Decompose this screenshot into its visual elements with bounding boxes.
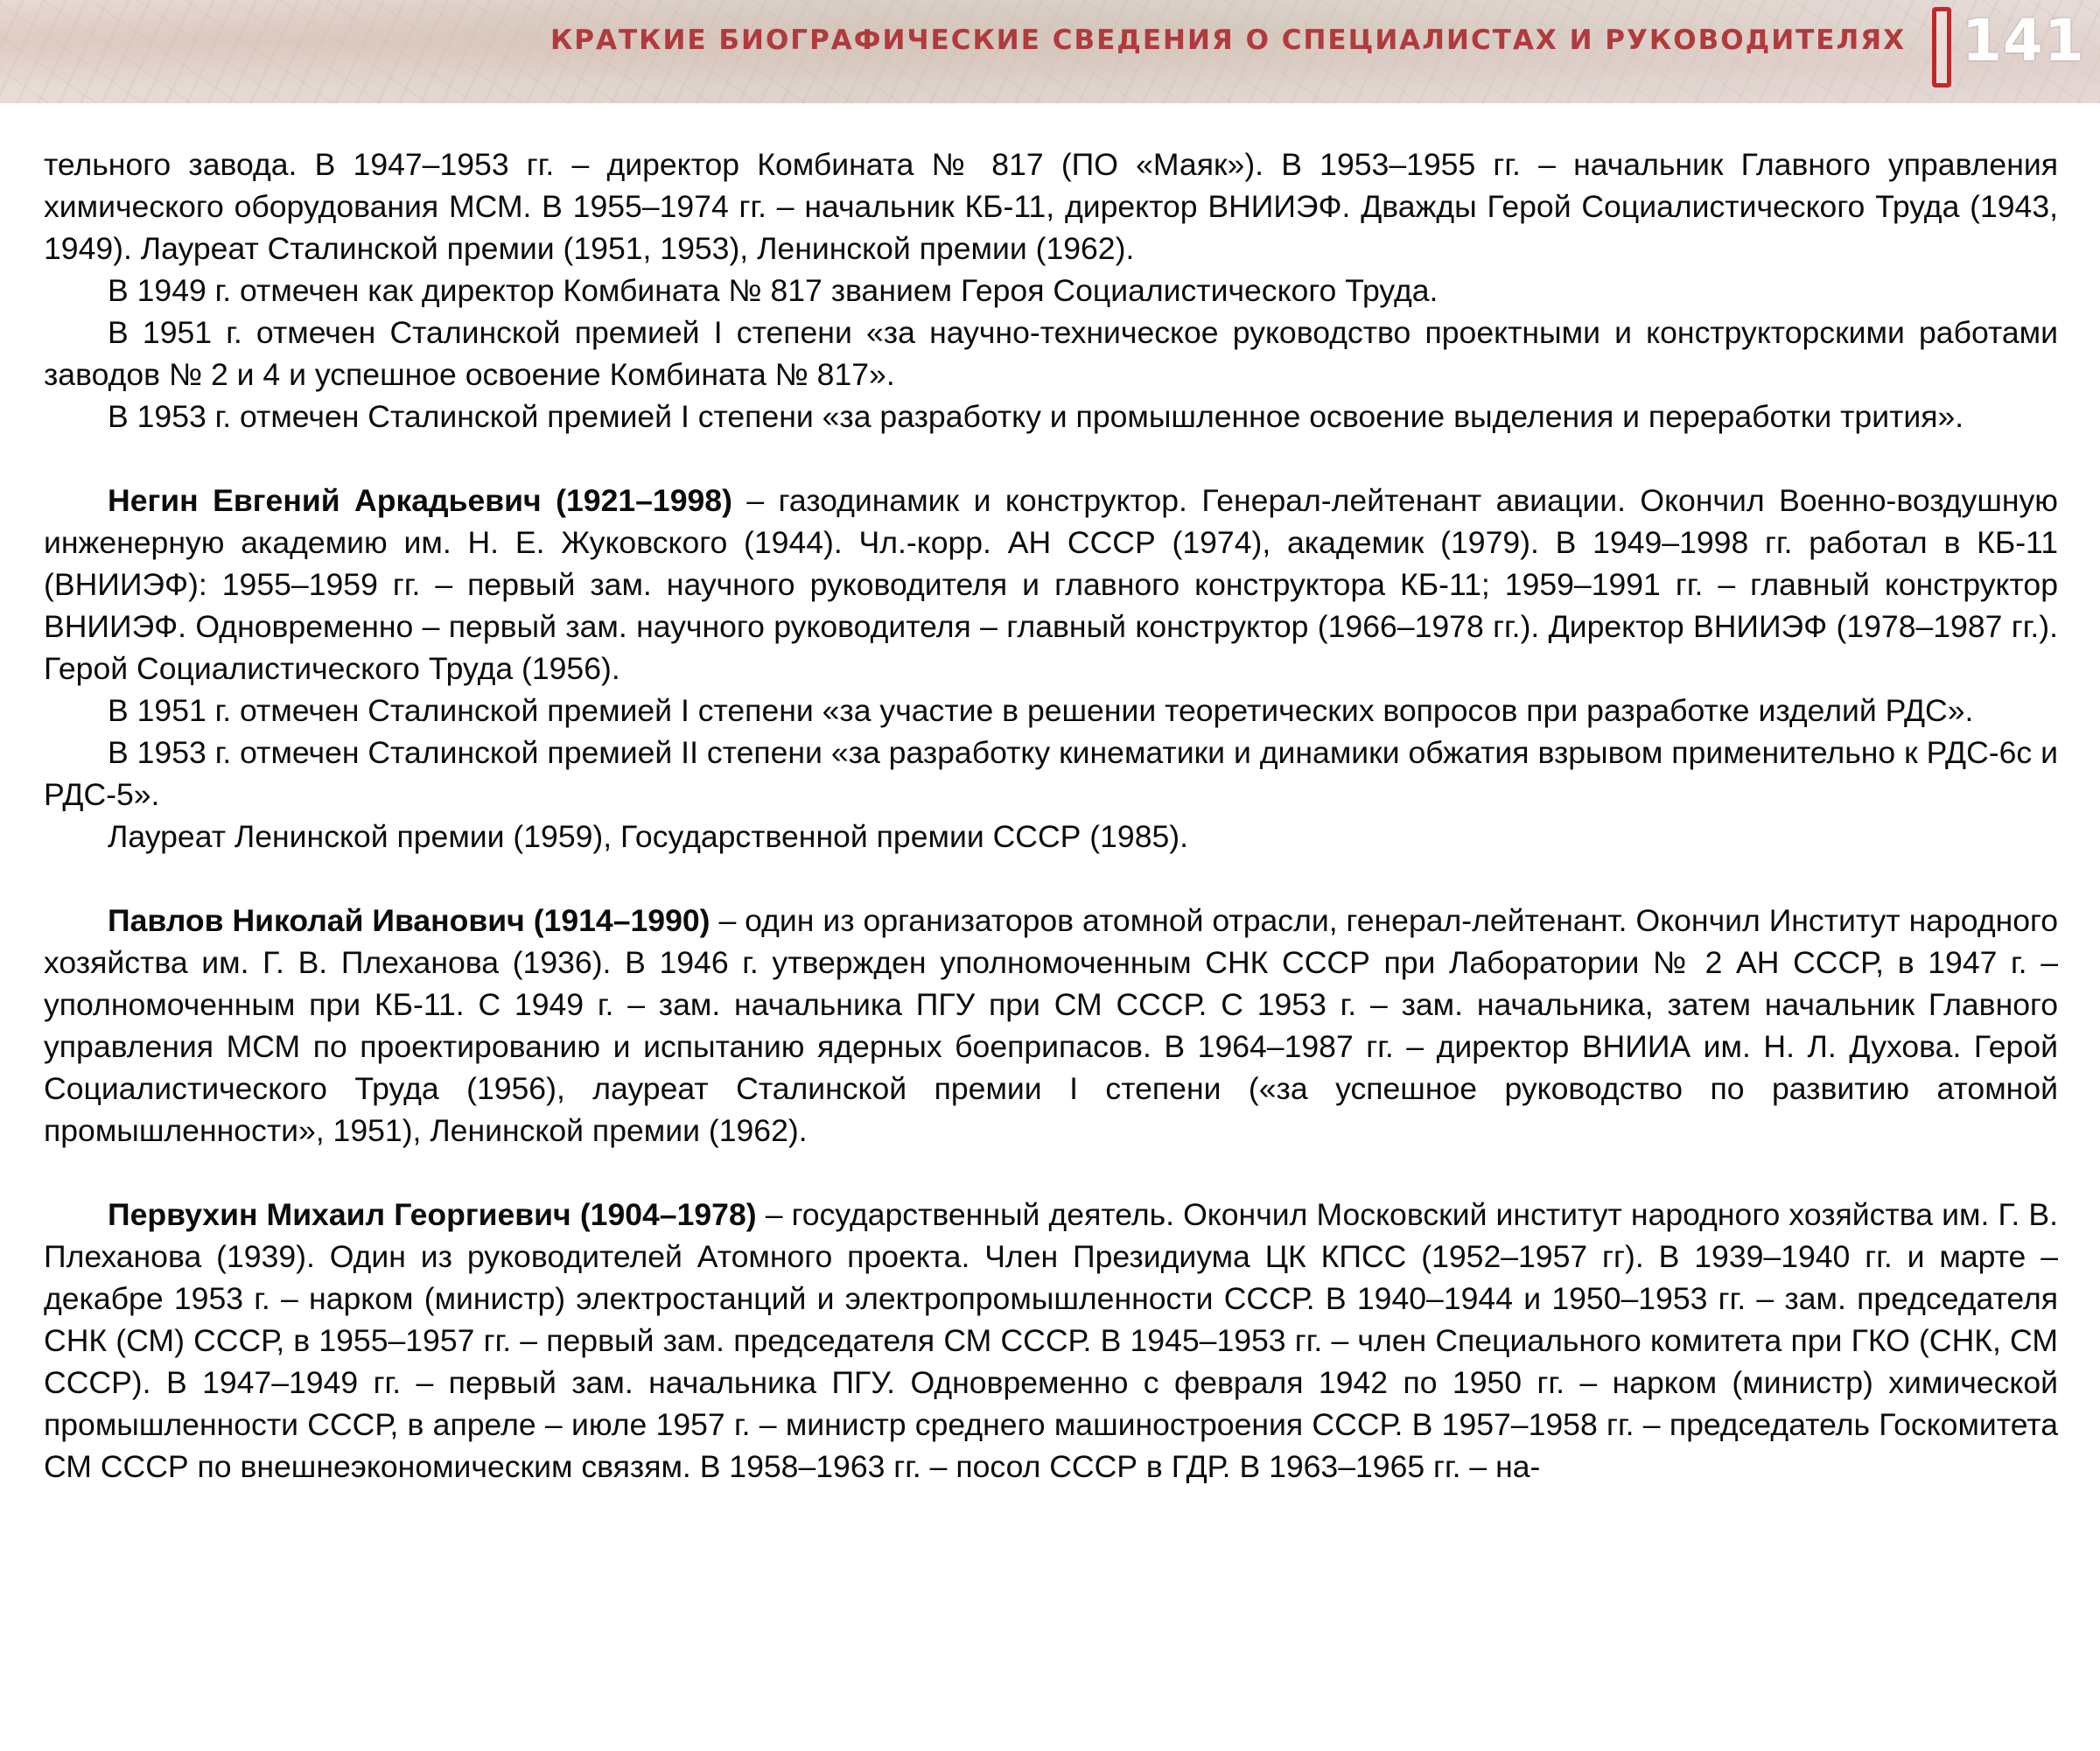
page-marker <box>1932 7 1951 88</box>
paragraph-negin-laureate: Лауреат Ленинской премии (1959), Государственной премии СССР (1985). <box>108 819 1189 854</box>
running-title: КРАТКИЕ БИОГРАФИЧЕСКИЕ СВЕДЕНИЯ О СПЕЦИАЛИСТАХ И РУКОВОДИТЕЛЯХ <box>550 25 1906 56</box>
paragraph-award-1953: В 1953 г. отмечен Сталинской премией I степени «за разработку и промышленное освоение выделения и переработки трития». <box>108 399 1964 434</box>
person-name: Павлов Николай Иванович (1914–1990) <box>108 903 710 938</box>
page-number: 141 <box>1962 7 2085 74</box>
paragraph-negin-award-1951: В 1951 г. отмечен Сталинской премией I степени «за участие в решении теоретических вопросов при разработке изделий РДС». <box>108 693 1974 728</box>
paragraph-award-1951: В 1951 г. отмечен Сталинской премией I степени «за научно-техническое руководство проектными и конструкторскими работами заводов № 2 и 4 и успешное освоение Комбината № 817». <box>44 315 2058 392</box>
page-header <box>0 0 2100 103</box>
body-text <box>44 144 2058 1488</box>
paragraph-award-1949: В 1949 г. отмечен как директор Комбината № 817 званием Героя Социалистического Труда. <box>108 273 1438 308</box>
bio-entry-pervukhin: Первухин Михаил Георгиевич (1904–1978) – государственный деятель. Окончил Московский институт народного хозяйства им. Г. В. Плеханова (1939). Один из руководителей Атомного проекта. Член Президиума ЦК КПСС (1952–1957 гг). В 1939–1940 гг. и марте – декабре 1953 г. – нарком (министр) электростанций и электропромышленности СССР. В 1940–1944 и 1950–1953 гг. – зам. председателя СНК (СМ) СССР, в 1955–1957 гг. – первый зам. председателя СМ СССР. В 1945–1953 гг. – член Специального комитета при ГКО (СНК, СМ СССР). В 1947–1949 гг. – первый зам. начальника ПГУ. Одновременно с февраля 1942 по 1950 гг. – нарком (министр) химической промышленности СССР, в апреле – июле 1957 г. – министр среднего машиностроения СССР. В 1957–1958 гг. – председатель Госкомитета СМ СССР по внешнеэкономическим связям. В 1958–1963 гг. – посол СССР в ГДР. В 1963–1965 гг. – на- <box>44 1197 2058 1484</box>
bio-entry-negin: Негин Евгений Аркадьевич (1921–1998) – газодинамик и конструктор. Генерал-лейтенант авиации. Окончил Военно-воздушную инженерную академию им. Н. Е. Жуковского (1944). Чл.-корр. АН СССР (1974), академик (1979). В 1949–1998 гг. работал в КБ-11 (ВНИИЭФ): 1955–1959 гг. – первый зам. научного руководителя и главного конструктора КБ-11; 1959–1991 гг. – главный конструктор ВНИИЭФ. Одновременно – первый зам. научного руководителя – главный конструктор (1966–1978 гг.). Директор ВНИИЭФ (1978–1987 гг.). Герой Социалистического Труда (1956). <box>44 483 2058 686</box>
bio-entry-pavlov: Павлов Николай Иванович (1914–1990) – один из организаторов атомной отрасли, генерал-лейтенант. Окончил Институт народного хозяйства им. Г. В. Плеханова (1936). В 1946 г. утвержден уполномоченным СНК СССР при Лаборатории № 2 АН СССР, в 1947 г. – уполномоченным при КБ-11. С 1949 г. – зам. начальника ПГУ при СМ СССР. С 1953 г. – зам. начальника, затем начальник Главного управления МСМ по проектированию и испытанию ядерных боеприпасов. В 1964–1987 гг. – директор ВНИИА им. Н. Л. Духова. Герой Социалистического Труда (1956), лауреат Сталинской премии I степени («за успешное руководство по развитию атомной промышленности», 1951), Ленинской премии (1962). <box>44 903 2058 1148</box>
person-name: Негин Евгений Аркадьевич (1921–1998) <box>108 483 732 518</box>
person-name: Первухин Михаил Георгиевич (1904–1978) <box>108 1197 757 1232</box>
paragraph-negin-award-1953: В 1953 г. отмечен Сталинской премией II степени «за разработку кинематики и динамики обжатия взрывом применительно к РДС-6с и РДС-5». <box>44 735 2058 812</box>
paragraph-continuation: тельного завода. В 1947–1953 гг. – директор Комбината № 817 (ПО «Маяк»). В 1953–1955 гг. – начальник Главного управления химического оборудования МСМ. В 1955–1974 гг. – начальник КБ-11, директор ВНИИЭФ. Дважды Герой Социалистического Труда (1943, 1949). Лауреат Сталинской премии (1951, 1953), Ленинской премии (1962). <box>44 147 2058 266</box>
